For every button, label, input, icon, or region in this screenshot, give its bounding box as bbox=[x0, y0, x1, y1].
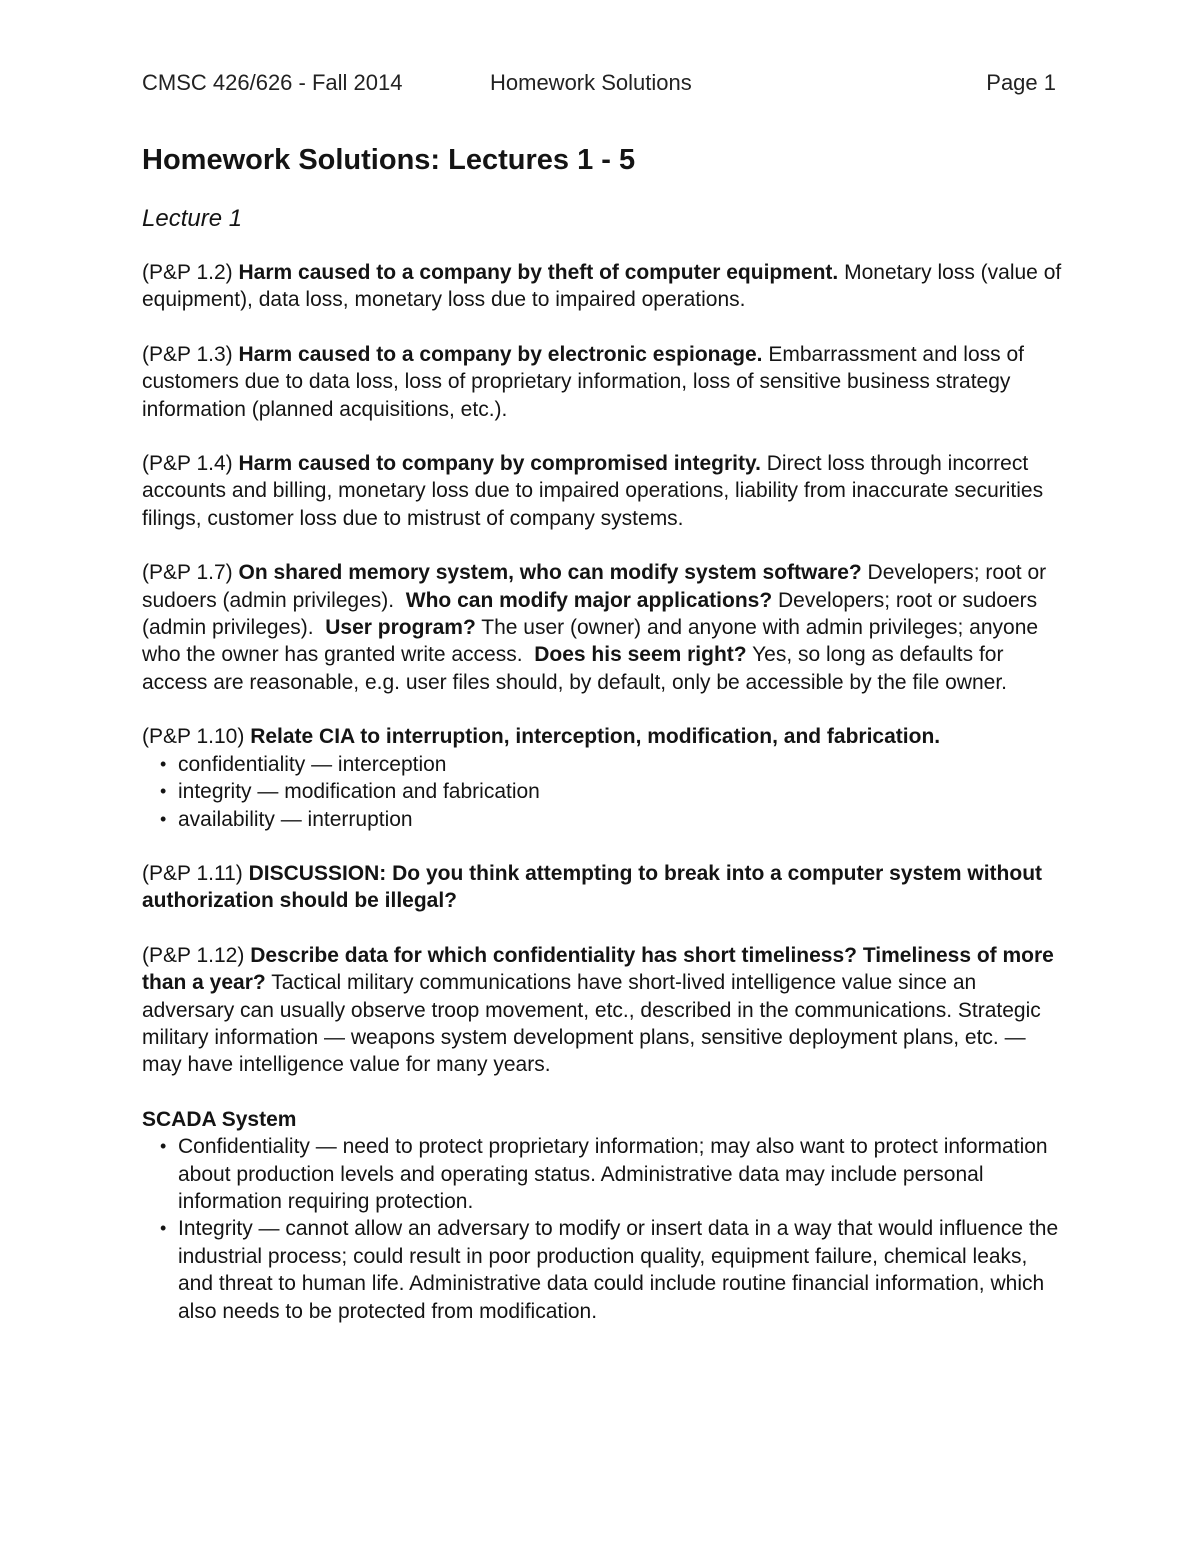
list-item: • Integrity — cannot allow an adversary to modify or insert data in a way that would influence the industrial process; could result in poor production quality, equipment failure, chemical leaks, and threat to human life. Administrative data could include routine financial information, which also needs to be protected from modification. bbox=[142, 1215, 1062, 1325]
answer-text: The user (owner) and anyone with admin privileges; anyone who the owner has granted write access. bbox=[142, 616, 1039, 667]
answer-text: Yes, so long as defaults for access are reasonable, e.g. user files should, by default, only be accessible by the file owner. bbox=[142, 643, 1007, 694]
scada-section bbox=[142, 1106, 1062, 1325]
question-text: Does his seem right? bbox=[534, 643, 747, 667]
question-1-4 bbox=[142, 450, 1062, 532]
header-doc-title: Homework Solutions bbox=[490, 70, 692, 95]
list-item: • confidentiality — interception bbox=[142, 751, 1062, 778]
question-ref: (P&P 1.2) bbox=[142, 261, 233, 284]
lecture-heading: Lecture 1 bbox=[142, 205, 243, 232]
question-ref: (P&P 1.10) bbox=[142, 725, 245, 749]
question-ref: (P&P 1.3) bbox=[142, 342, 233, 366]
scada-heading: SCADA System bbox=[142, 1107, 297, 1131]
question-ref: (P&P 1.11) bbox=[142, 861, 243, 885]
question-text: Who can modify major applications? bbox=[405, 588, 773, 612]
header-course: CMSC 426/626 - Fall 2014 bbox=[142, 70, 403, 95]
answer-text: Developers; root or sudoers (admin privileges). bbox=[142, 588, 1038, 640]
page-content bbox=[142, 140, 1062, 1352]
question-1-3 bbox=[142, 341, 1062, 423]
page-title: Homework Solutions: Lectures 1 - 5 bbox=[142, 144, 636, 176]
question-1-2 bbox=[142, 259, 1062, 314]
answer-text: Embarrassment and loss of customers due to data loss, loss of proprietary information, loss of sensitive business strategy information (planned acquisitions, etc.). bbox=[142, 342, 1024, 421]
page-header bbox=[142, 70, 1056, 102]
question-text: Harm caused to a company by theft of computer equipment. bbox=[238, 261, 839, 284]
list-item: • integrity — modification and fabrication bbox=[142, 778, 1062, 805]
answer-text: Developers; root or sudoers (admin privileges). bbox=[142, 561, 1047, 612]
question-text: On shared memory system, who can modify system software? bbox=[238, 561, 862, 585]
cia-list bbox=[142, 751, 1062, 833]
question-ref: (P&P 1.4) bbox=[142, 452, 233, 476]
answer-text: Direct loss through incorrect accounts and billing, monetary loss due to impaired operations, liability from inaccurate securities filings, customer loss due to mistrust of company systems. bbox=[142, 452, 1044, 530]
scada-list bbox=[142, 1133, 1062, 1325]
question-text: Describe data for which confidentiality has short timeliness? Timeliness of more than a year? bbox=[142, 943, 1054, 995]
header-page-number: Page 1 bbox=[986, 70, 1056, 95]
question-ref: (P&P 1.7) bbox=[142, 561, 233, 585]
question-text: DISCUSSION: Do you think attempting to break into a computer system without authorization should be illegal? bbox=[142, 861, 1043, 913]
question-ref: (P&P 1.12) bbox=[142, 943, 245, 967]
question-1-11 bbox=[142, 860, 1062, 915]
question-text: Harm caused to a company by electronic espionage. bbox=[238, 342, 763, 366]
answer-text: Tactical military communications have short-lived intelligence value since an adversary can usually observe troop movement, etc., described in the communications. Strategic military information — weapons system development plans, sensitive deployment plans, etc. — may have intelligence value for many years. bbox=[142, 971, 1041, 1077]
question-text: Harm caused to company by compromised integrity. bbox=[238, 452, 761, 476]
question-1-12 bbox=[142, 942, 1062, 1079]
question-1-10 bbox=[142, 723, 1062, 833]
list-item: • availability — interruption bbox=[142, 806, 1062, 833]
question-text: User program? bbox=[325, 616, 476, 640]
answer-text: Monetary loss (value of equipment), data loss, monetary loss due to impaired operations. bbox=[142, 261, 1062, 312]
list-item: • Confidentiality — need to protect proprietary information; may also want to protect information about production levels and operating status. Administrative data may include personal information requiring protection. bbox=[142, 1133, 1062, 1215]
question-1-7 bbox=[142, 559, 1062, 696]
question-text: Relate CIA to interruption, interception, modification, and fabrication. bbox=[250, 725, 941, 749]
